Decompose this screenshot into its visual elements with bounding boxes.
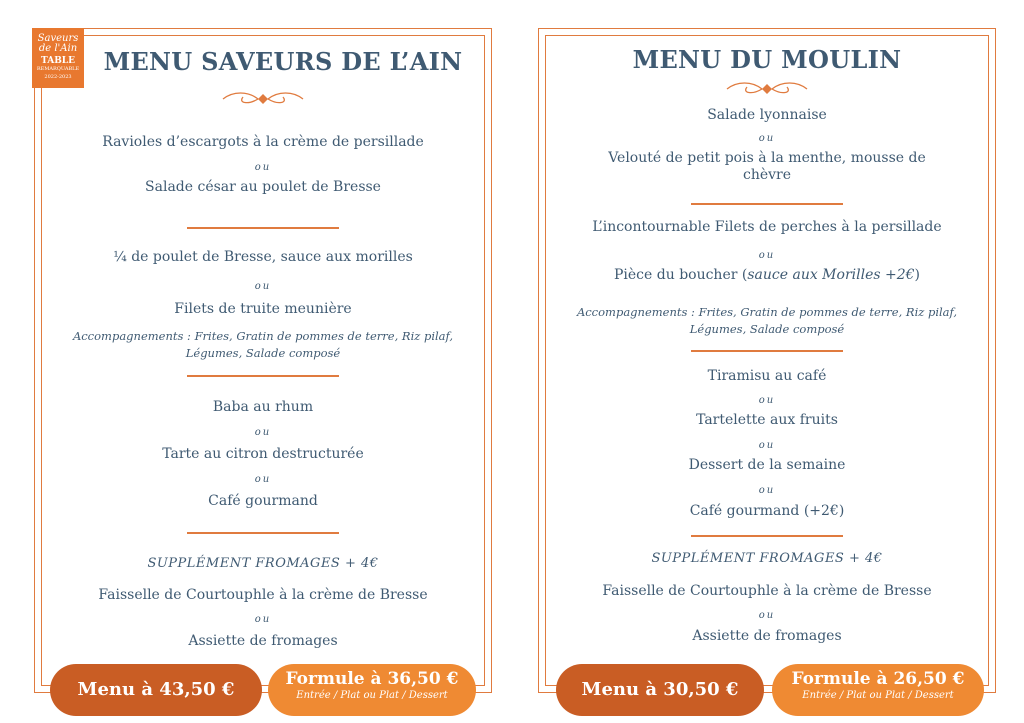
menu-price-badge: Menu à 30,50 € xyxy=(556,664,764,716)
main-2-sauce: sauce aux Morilles +2€ xyxy=(747,267,915,283)
cheese-2: Assiette de fromages xyxy=(188,633,338,649)
dessert-1: Tiramisu au café xyxy=(707,368,827,384)
or-separator: ou xyxy=(254,162,272,173)
formule-description: Entrée / Plat ou Plat / Dessert xyxy=(296,690,448,701)
cheese-1: Faisselle de Courtouphle à la crème de Bresse xyxy=(602,583,932,599)
or-separator: ou xyxy=(254,614,272,625)
or-separator: ou xyxy=(254,474,272,485)
or-separator: ou xyxy=(758,250,776,261)
or-separator: ou xyxy=(758,610,776,621)
divider xyxy=(691,535,843,537)
divider xyxy=(691,203,843,205)
or-separator: ou xyxy=(758,485,776,496)
menu-title: MENU SAVEURS DE L’AIN xyxy=(103,47,463,76)
accompaniments-line-2: Légumes, Salade composé xyxy=(185,346,341,360)
starter-2-line-2: chèvre xyxy=(742,167,792,183)
logo-line-5: 2022-2023 xyxy=(44,74,72,80)
starter-2-line-1: Velouté de petit pois à la menthe, mousse de xyxy=(608,150,926,166)
menu-price-badge: Menu à 43,50 € xyxy=(50,664,262,716)
formule-price: Formule à 26,50 € xyxy=(791,669,965,689)
accompaniments xyxy=(35,328,491,362)
logo-line-4: REMARQUABLE xyxy=(36,66,80,72)
formule-price-badge xyxy=(772,664,984,716)
main-2-suffix: ) xyxy=(914,267,920,283)
flourish-icon xyxy=(218,91,308,107)
dessert-3: Café gourmand xyxy=(208,493,318,509)
divider xyxy=(187,375,339,377)
menu-card-moulin xyxy=(538,28,996,693)
dessert-2: Tartelette aux fruits xyxy=(696,412,838,428)
divider xyxy=(187,227,339,229)
accompaniments xyxy=(523,304,1011,338)
dessert-1: Baba au rhum xyxy=(212,399,314,415)
main-2-prefix: Pièce du boucher ( xyxy=(614,267,748,283)
main-1: ¼ de poulet de Bresse, sauce aux morilles xyxy=(113,249,413,265)
menu-title: MENU DU MOULIN xyxy=(632,45,902,74)
flourish-icon xyxy=(722,81,812,97)
main-2: Filets de truite meunière xyxy=(174,301,352,317)
or-separator: ou xyxy=(254,427,272,438)
logo-line-2: de l'Ain xyxy=(38,43,78,54)
accompaniments-line-1: Accompagnements : Frites, Gratin de pommes de terre, Riz pilaf, xyxy=(576,305,958,319)
main-1: L’incontournable Filets de perches à la persillade xyxy=(592,219,942,235)
menu-card-saveurs xyxy=(34,28,492,693)
saveurs-de-lain-logo xyxy=(32,28,84,88)
dessert-4: Café gourmand (+2€) xyxy=(689,503,845,519)
or-separator: ou xyxy=(254,281,272,292)
dessert-3: Dessert de la semaine xyxy=(688,457,846,473)
cheese-1: Faisselle de Courtouphle à la crème de Bresse xyxy=(98,587,428,603)
logo-line-3: TABLE xyxy=(41,56,75,66)
starter-2 xyxy=(539,150,995,184)
accompaniments-line-2: Légumes, Salade composé xyxy=(689,322,845,336)
or-separator: ou xyxy=(758,133,776,144)
main-2 xyxy=(539,267,995,283)
divider xyxy=(691,350,843,352)
cheese-2: Assiette de fromages xyxy=(692,628,842,644)
or-separator: ou xyxy=(758,440,776,451)
accompaniments-line-1: Accompagnements : Frites, Gratin de pommes de terre, Riz pilaf, xyxy=(72,329,454,343)
formule-price: Formule à 36,50 € xyxy=(285,669,459,689)
starter-1: Salade lyonnaise xyxy=(707,107,827,123)
formule-price-badge xyxy=(268,664,476,716)
formule-description: Entrée / Plat ou Plat / Dessert xyxy=(802,690,954,701)
logo-line-1: Saveurs xyxy=(37,33,79,44)
divider xyxy=(187,532,339,534)
cheese-supplement: SUPPLÉMENT FROMAGES + 4€ xyxy=(147,556,379,571)
or-separator: ou xyxy=(758,395,776,406)
starter-2: Salade césar au poulet de Bresse xyxy=(145,179,381,195)
starter-1: Ravioles d’escargots à la crème de persillade xyxy=(102,134,424,150)
cheese-supplement: SUPPLÉMENT FROMAGES + 4€ xyxy=(651,551,883,566)
dessert-2: Tarte au citron destructurée xyxy=(162,446,364,462)
